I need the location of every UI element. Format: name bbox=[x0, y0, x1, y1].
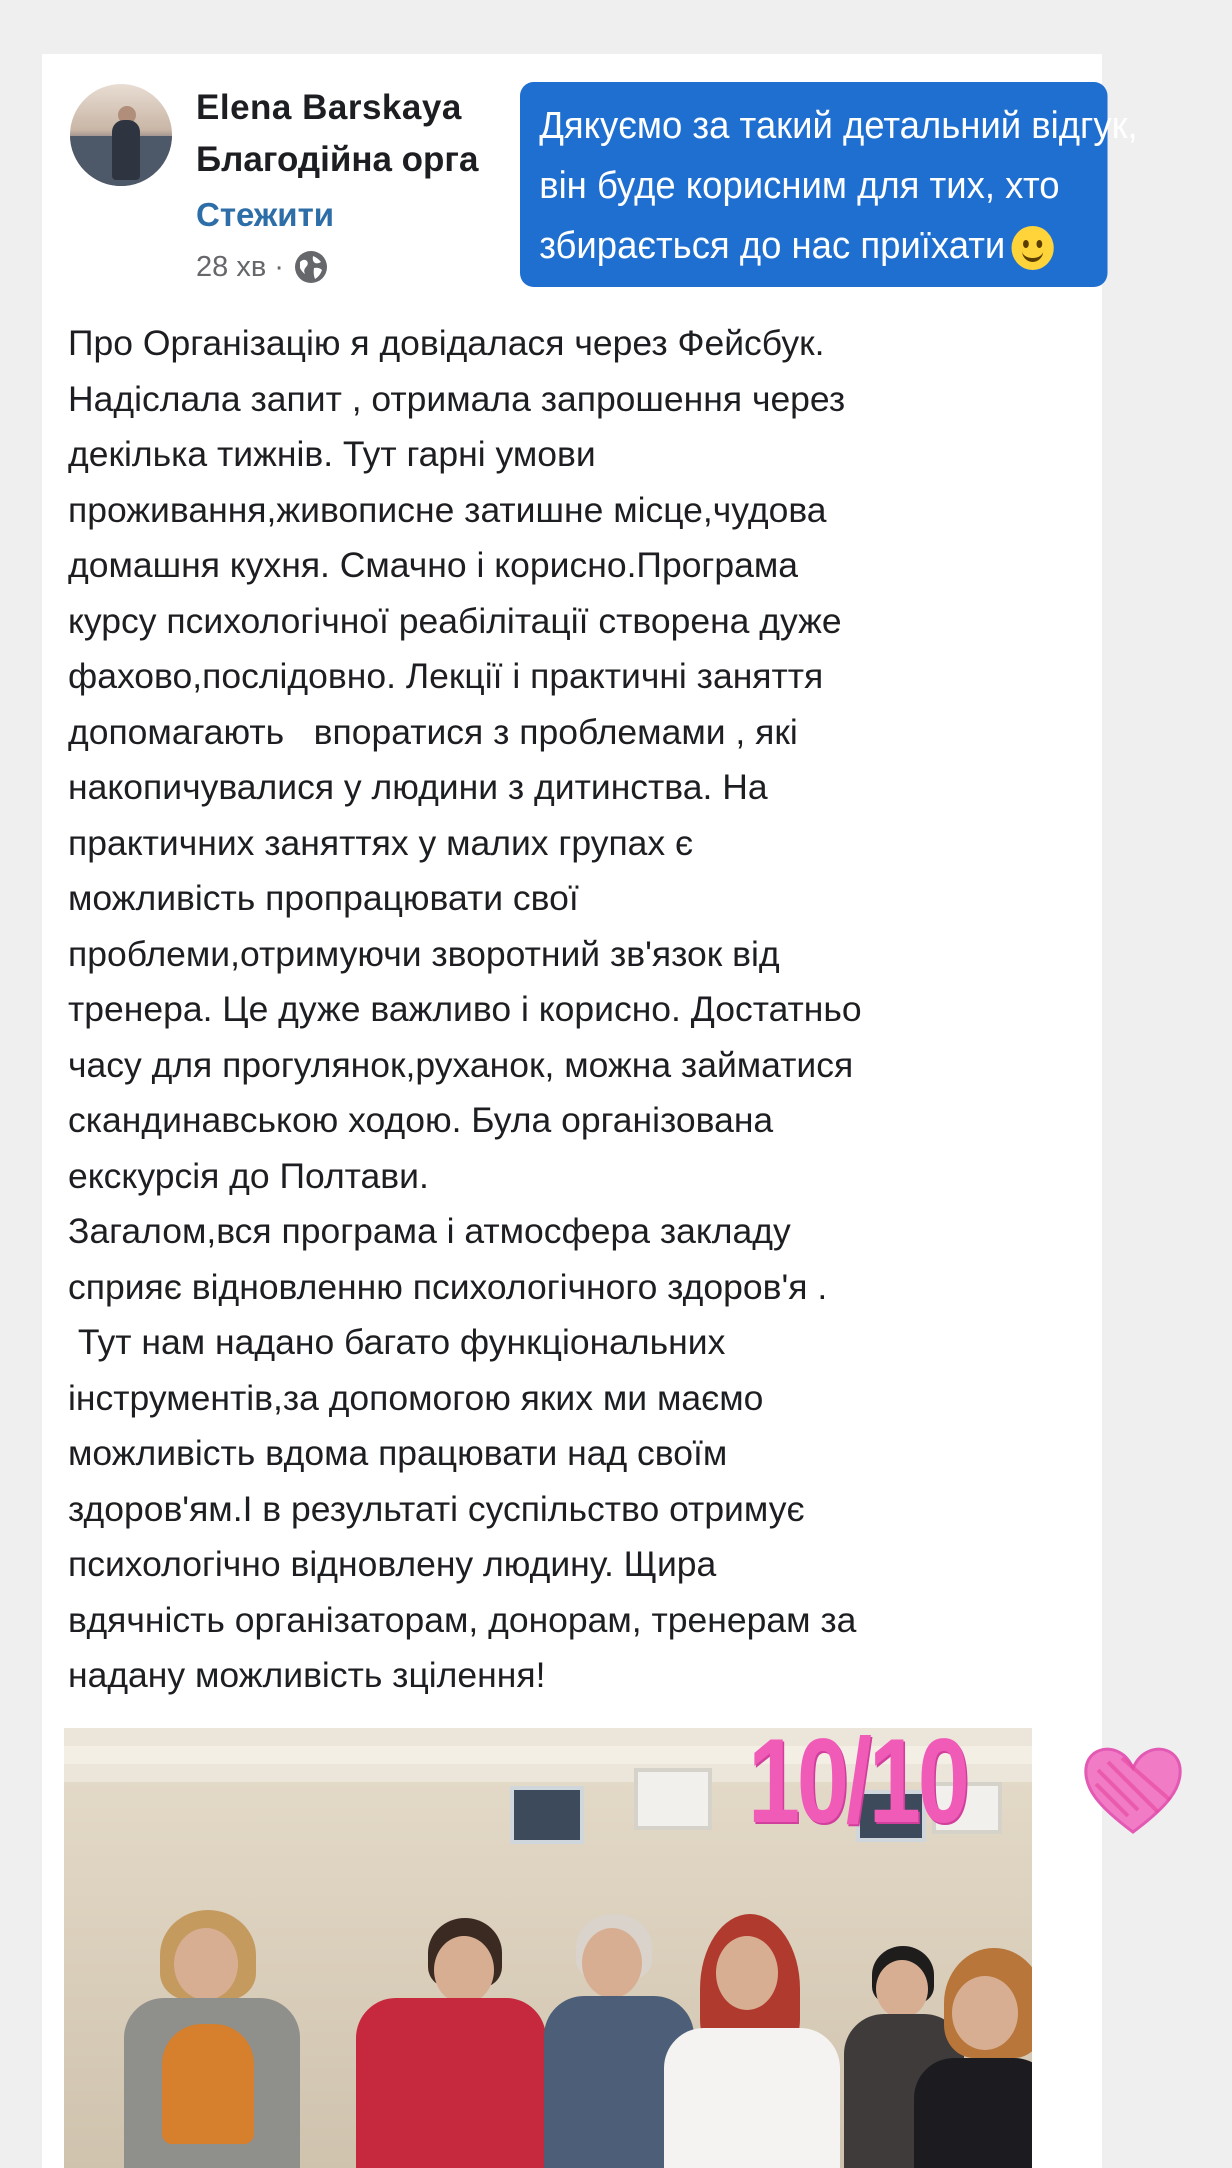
post-body-line: можливість пропрацювати свої bbox=[68, 878, 579, 918]
post-body-line: декілька тижнів. Тут гарні умови bbox=[68, 434, 596, 474]
post-body-line: екскурсія до Полтави. bbox=[68, 1155, 429, 1196]
smiley-icon bbox=[1011, 226, 1053, 270]
page-name[interactable]: Благодійна орга bbox=[196, 140, 479, 179]
post-body-line: Надіслала запит , отримала запрошення через bbox=[68, 378, 846, 419]
post-body-line: накопичувалися у людини з дитинства. На bbox=[68, 767, 768, 807]
post-body-line: Тут нам надано багато функціональних bbox=[68, 1322, 726, 1362]
post-meta bbox=[196, 250, 328, 284]
post-body-line: психологічно відновлену людину. Щира bbox=[68, 1544, 717, 1584]
reply-line: Дякуємо за такий детальний відгук, bbox=[539, 105, 1138, 147]
post-body-line: Загалом,вся програма і атмосфера закладу bbox=[68, 1211, 791, 1251]
post-time[interactable]: 28 хв · bbox=[196, 250, 284, 283]
heart-icon bbox=[1078, 1740, 1188, 1840]
post-body-line: допомагають впоратися з проблемами , які bbox=[68, 711, 798, 752]
post-body-line: інструментів,за допомогою яких ми маємо bbox=[68, 1377, 764, 1418]
avatar[interactable] bbox=[70, 84, 172, 186]
author-name[interactable]: Elena Barskaya bbox=[196, 88, 462, 127]
reply-line: збирається до нас приїхати bbox=[539, 216, 1090, 276]
globe-icon bbox=[294, 250, 328, 284]
reply-bubble bbox=[520, 82, 1138, 287]
post-body-line: домашня кухня. Смачно і корисно.Програма bbox=[68, 545, 799, 585]
post-body-line: скандинавською ходою. Була організована bbox=[68, 1100, 774, 1140]
reply-line: він буде корисним для тих, хто bbox=[539, 165, 1060, 207]
post-body-line: сприяє відновленню психологічного здоров'я . bbox=[68, 1266, 828, 1307]
post-body-line: проблеми,отримуючи зворотний зв'язок від bbox=[68, 933, 780, 974]
post-body-line: надану можливість зцілення! bbox=[68, 1655, 546, 1695]
post-body-line: фахово,послідовно. Лекції і практичні заняття bbox=[68, 656, 824, 696]
post-body-line: тренера. Це дуже важливо і корисно. Достатньо bbox=[68, 989, 862, 1029]
rating-sticker: 10/10 bbox=[748, 1714, 967, 1848]
post-body-line: проживання,живописне затишне місце,чудова bbox=[68, 489, 827, 530]
post-body-line: можливість вдома працювати над своїм bbox=[68, 1433, 728, 1473]
post-body-line: практичних заняттях у малих групах є bbox=[68, 822, 694, 863]
post-body bbox=[68, 316, 1088, 1704]
post-body-line: Про Організацію я довідалася через Фейсбук. bbox=[68, 323, 825, 363]
post-body-line: курсу психологічної реабілітації створена дуже bbox=[68, 600, 842, 641]
post-body-line: здоров'ям.І в результаті суспільство отримує bbox=[68, 1488, 805, 1529]
post-body-line: вдячність організаторам, донорам, тренерам за bbox=[68, 1599, 857, 1640]
post-body-line: часу для прогулянок,руханок, можна займатися bbox=[68, 1044, 854, 1085]
follow-button[interactable]: Стежити bbox=[196, 196, 335, 233]
